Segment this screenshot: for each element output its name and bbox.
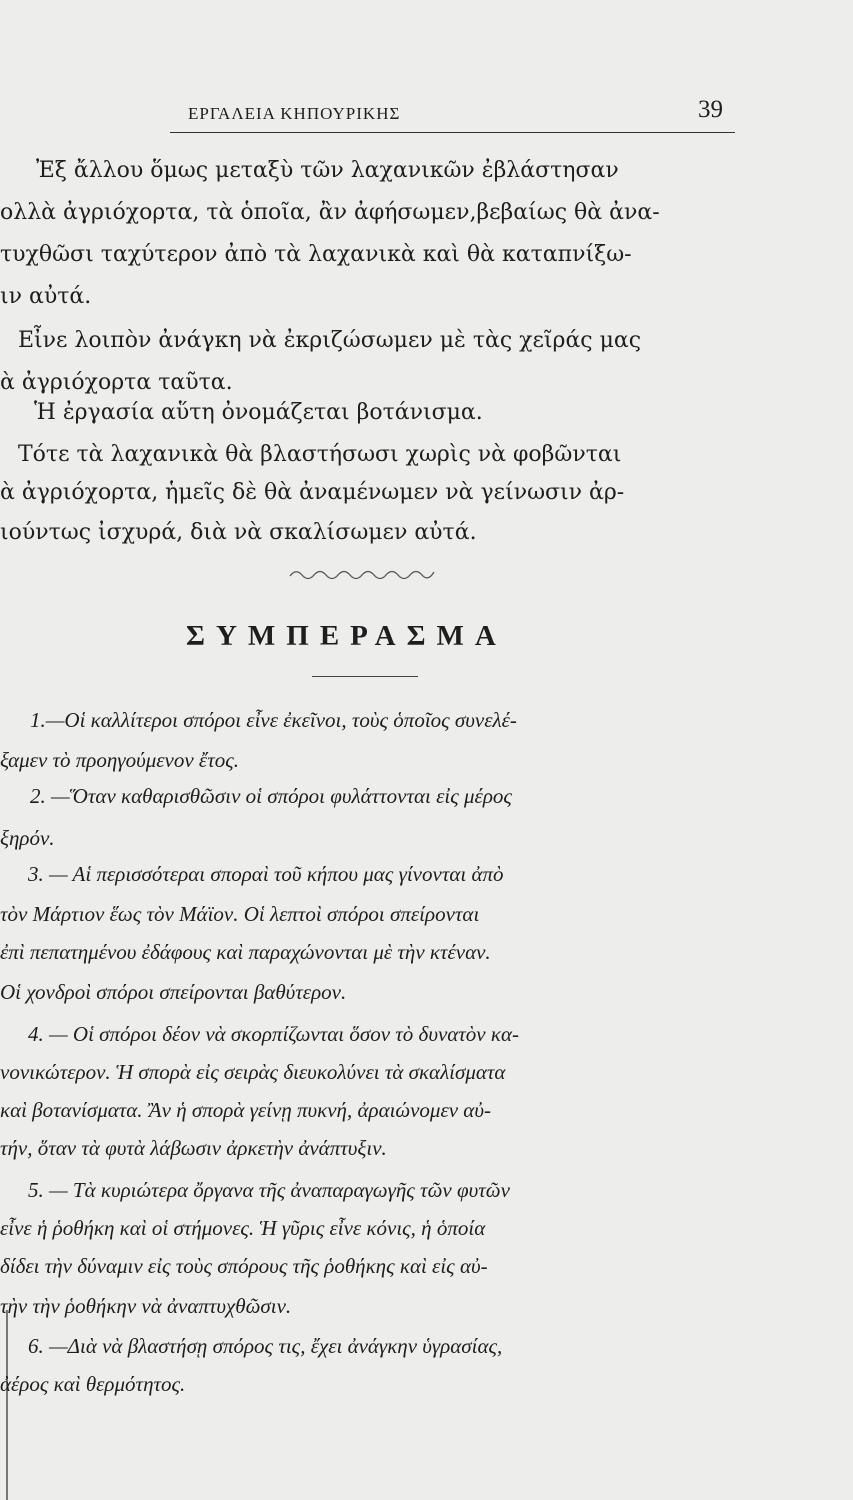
text-line: ξαμεν τὸ προηγούμενον ἔτος. bbox=[0, 748, 239, 772]
text-line: Οἱ χονδροὶ σπόροι σπείρονται βαθύτερον. bbox=[0, 980, 347, 1004]
text-line: τυχθῶσι ταχύτερον ἀπὸ τὰ λαχανικὰ καὶ θὰ καταπνίξω- bbox=[0, 242, 632, 267]
text-line: ὰ ἀγριόχορτα ταῦτα. bbox=[0, 370, 233, 395]
text-line: ιούντως ἰσχυρά, διὰ νὰ σκαλίσωμεν αὐτά. bbox=[0, 520, 477, 545]
text-line: τήν, ὅταν τὰ φυτὰ λάβωσιν ἀρκετὴν ἀνάπτυξιν. bbox=[0, 1136, 387, 1160]
text-line: Ἐξ ἄλλου ὅμως μεταξὺ τῶν λαχανικῶν ἐβλάστησαν bbox=[36, 158, 619, 183]
section-title: ΣΥΜΠΕΡΑΣΜΑ bbox=[186, 620, 507, 652]
text-line: Τότε τὰ λαχανικὰ θὰ βλαστήσωσι χωρὶς νὰ φοβῶνται bbox=[18, 442, 622, 467]
text-line: ὰ ἀγριόχορτα, ἡμεῖς δὲ θὰ ἀναμένωμεν νὰ γείνωσιν ἀρ- bbox=[0, 480, 625, 505]
ornament-divider bbox=[288, 566, 436, 580]
text-line: 3. — Αἱ περισσότεραι σποραὶ τοῦ κήπου μας γίνονται ἀπὸ bbox=[28, 862, 504, 886]
text-line: 6. —Διὰ νὰ βλαστήσῃ σπόρος τις, ἔχει ἀνάγκην ὑγρασίας, bbox=[28, 1334, 503, 1358]
text-line: τὸν Μάρτιον ἕως τὸν Μάϊον. Οἱ λεπτοὶ σπόροι σπείρονται bbox=[0, 902, 480, 926]
text-line: εἶνε ἡ ῥοθήκη καὶ οἱ στήμονες. Ἡ γῦρις εἶνε κόνις, ἡ ὁποία bbox=[0, 1216, 486, 1240]
text-line: ολλὰ ἀγριόχορτα, τὰ ὁποῖα, ἂν ἀφήσωμεν,βεβαίως θὰ ἀνα- bbox=[0, 200, 660, 225]
running-head: ΕΡΓΑΛΕΙΑ ΚΗΠΟΥΡΙΚΗΣ bbox=[188, 104, 401, 123]
text-line: 2. —Ὅταν καθαρισθῶσιν οἱ σπόροι φυλάττονται εἰς μέρος bbox=[30, 784, 512, 808]
text-line: 5. — Τὰ κυριώτερα ὄργανα τῆς ἀναπαραγωγῆς τῶν φυτῶν bbox=[28, 1178, 510, 1202]
text-line: τὴν τὴν ῥοθήκην νὰ ἀναπτυχθῶσιν. bbox=[0, 1294, 292, 1318]
text-line: δίδει τὴν δύναμιν εἰς τοὺς σπόρους τῆς ῥοθήκης καὶ εἰς αὐ- bbox=[0, 1254, 488, 1278]
text-line: νονικώτερον. Ἡ σπορὰ εἰς σειρὰς διευκολύνει τὰ σκαλίσματα bbox=[0, 1060, 506, 1084]
page-edge-line bbox=[6, 1310, 8, 1500]
text-line: 1.—Οἱ καλλίτεροι σπόροι εἶνε ἐκεῖνοι, τοὺς ὁποῖος συνελέ- bbox=[30, 708, 517, 732]
header-rule bbox=[170, 132, 735, 133]
title-rule bbox=[312, 676, 418, 677]
page-number: 39 bbox=[698, 96, 723, 123]
text-line: Ἡ ἐργασία αὕτη ὀνομάζεται βοτάνισμα. bbox=[34, 400, 483, 425]
text-line: καὶ βοτανίσματα. Ἂν ἡ σπορὰ γείνῃ πυκνή, ἀραιώνομεν αὐ- bbox=[0, 1098, 491, 1122]
text-line: Εἶνε λοιπὸν ἀνάγκη νὰ ἐκριζώσωμεν μὲ τὰς χεῖράς μας bbox=[18, 328, 642, 353]
text-line: ἐπὶ πεπατημένου ἐδάφους καὶ παραχώνονται μὲ τὴν κτέναν. bbox=[0, 940, 491, 964]
text-line: 4. — Οἱ σπόροι δέον νὰ σκορπίζωνται ὅσον τὸ δυνατὸν κα- bbox=[28, 1022, 519, 1046]
text-line: ιν αὐτά. bbox=[0, 284, 92, 309]
text-line: ἀέρος καὶ θερμότητος. bbox=[0, 1372, 186, 1396]
text-line: ξηρόν. bbox=[0, 826, 55, 850]
